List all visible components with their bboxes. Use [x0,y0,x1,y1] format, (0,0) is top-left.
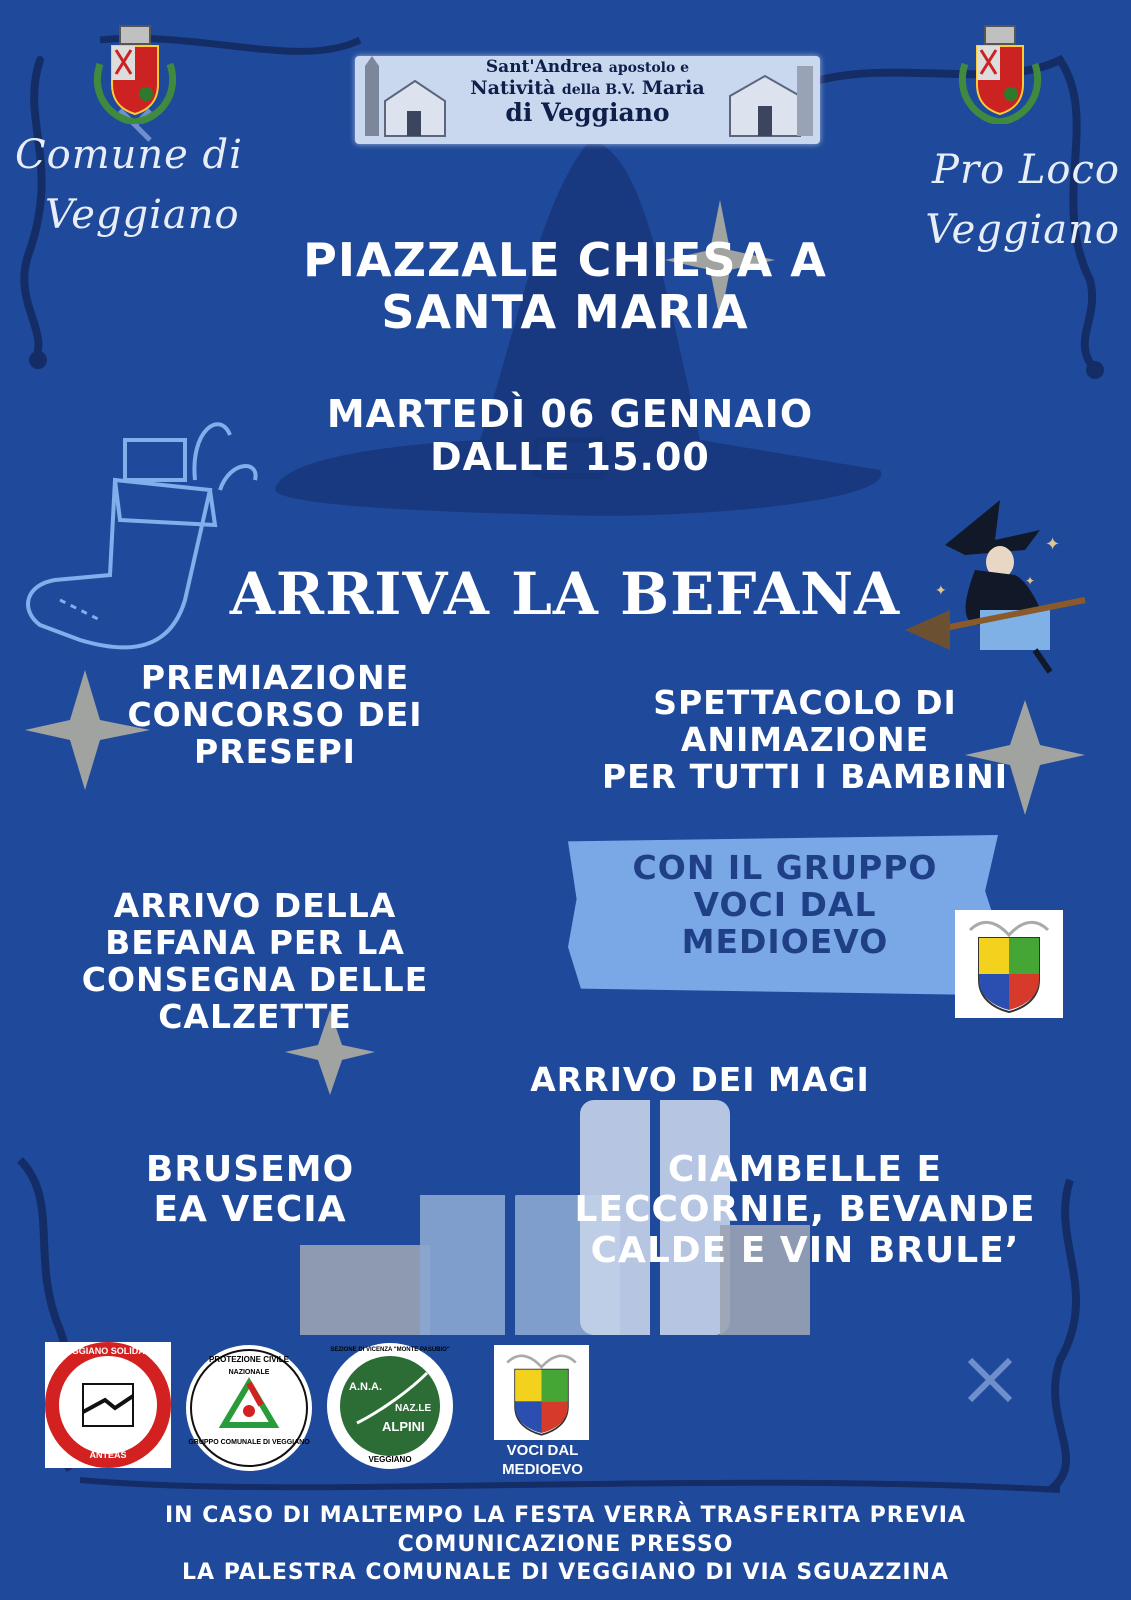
event-date-line2: DALLE 15.00 [430,434,710,479]
premiazione-line3: PRESEPI [194,731,356,771]
comune-label [15,125,285,245]
event-location-line2: SANTA MARIA [381,284,749,339]
veggiano-solidale-bottom: ANTEAS [89,1450,127,1460]
church-title-veggiano: di Veggiano [505,98,670,128]
event-date-line1: MARTEDÌ 06 GENNAIO [326,392,814,436]
border-swirl-bottom [80,1480,1060,1490]
weather-notice-line2: COMUNICAZIONE PRESSO [397,1531,734,1557]
premiazione-line1: PREMIAZIONE [140,658,410,697]
comune-label-line2: Veggiano [45,192,240,238]
veggiano-solidale-top: VEGGIANO SOLIDALE [59,1346,157,1356]
proloco-coat-of-arms-icon [955,24,1045,124]
spettacolo-line3: PER TUTTI I BAMBINI [601,756,1009,796]
gift-left [300,1245,430,1335]
svg-text:✦: ✦ [935,583,947,599]
voci-medioevo-caption [470,1442,615,1480]
comune-coat-of-arms-icon [90,24,180,124]
arrivo-magi: ARRIVO DEI MAGI [530,1060,870,1099]
veggiano-solidale-logo [45,1342,171,1468]
event-location-line1: PIAZZALE CHIESA A [303,233,827,287]
protezione-civile-bottom: GRUPPO COMUNALE DI VEGGIANO [188,1439,310,1446]
brusemo-block [100,1150,400,1231]
weather-notice [50,1502,1081,1588]
church-title-maria: Maria [641,76,705,99]
alpini-ans: A.N.A. [349,1381,382,1393]
gruppo-line3: MEDIOEVO [681,921,889,961]
alpini-logo [327,1343,453,1469]
arrivo-befana-line3: CONSEGNA DELLE [81,959,429,999]
voci-medioevo-caption-line1: VOCI DAL [506,1442,579,1459]
spettacolo-line1: SPETTACOLO DI [653,683,957,722]
ciambelle-line2: LECCORNIE, BEVANDE [574,1189,1036,1231]
protezione-civile-logo [186,1345,312,1471]
voci-medioevo-small-crest-icon [494,1345,589,1440]
protezione-civile-mid: NAZIONALE [228,1369,270,1376]
event-headline: ARRIVA LA BEFANA [229,560,901,628]
protezione-civile-top: PROTEZIONE CIVILE [208,1355,289,1364]
arrivo-befana-line4: CALZETTE [158,996,352,1036]
alpini-top: SEZIONE DI VICENZA "MONTE PASUBIO" [330,1347,450,1353]
arrivo-befana-line1: ARRIVO DELLA [113,886,397,925]
ciambelle-line3: CALDE E VIN BRULE’ [590,1229,1020,1271]
brusemo-line2: EA VECIA [153,1189,347,1231]
svg-text:✦: ✦ [1025,574,1036,588]
proloco-label-line1: Pro Loco [932,147,1120,193]
alpini-naz: NAZ.LE [395,1403,432,1414]
voci-medioevo-logo [494,1345,589,1440]
church-title-bv: della B.V. [561,81,636,98]
alpini-name: ALPINI [382,1419,425,1434]
spettacolo-line2: ANIMAZIONE [680,719,930,759]
comune-label-line1: Comune di [15,132,243,178]
border-dot-left [29,351,47,369]
church-title-saint: Sant'Andrea [485,57,603,77]
snowflake-bottom-right [970,1360,1010,1400]
arrivo-befana-block [25,888,485,1036]
spettacolo-block [535,685,1075,796]
border-dot-right [1086,361,1104,379]
event-location [230,235,900,338]
church-banner [355,56,820,144]
voci-medioevo-crest-icon [955,910,1063,1018]
ciambelle-line1: CIAMBELLE E [667,1149,943,1190]
weather-notice-line3: LA PALESTRA COMUNALE DI VEGGIANO DI VIA SGUAZZINA [181,1560,950,1586]
arrivo-befana-line2: BEFANA PER LA [105,922,405,962]
proloco-label-line2: Veggiano [925,207,1120,253]
weather-notice-line1: IN CASO DI MALTEMPO LA FESTA VERRÀ TRASFERITA PREVIA [165,1503,966,1528]
church-title-apostolo: apostolo e [608,60,690,76]
event-date [260,393,880,478]
gruppo-block [575,850,995,961]
gruppo-line2: VOCI DAL [693,884,877,924]
proloco-label [890,140,1120,260]
ciambelle-block [520,1150,1090,1271]
svg-text:✦: ✦ [1045,534,1061,555]
church-right-icon [725,56,820,144]
premiazione-line2: CONCORSO DEI [127,694,423,734]
gruppo-line1: CON IL GRUPPO [632,848,938,887]
befana-illustration [905,500,1095,680]
alpini-bottom: VEGGIANO [368,1455,412,1464]
church-left-icon [355,56,450,144]
premiazione-block [75,660,475,771]
voci-medioevo-caption-line2: MEDIOEVO [502,1460,583,1478]
brusemo-line1: BRUSEMO [145,1149,355,1190]
church-title-nativita: Natività [470,76,556,99]
